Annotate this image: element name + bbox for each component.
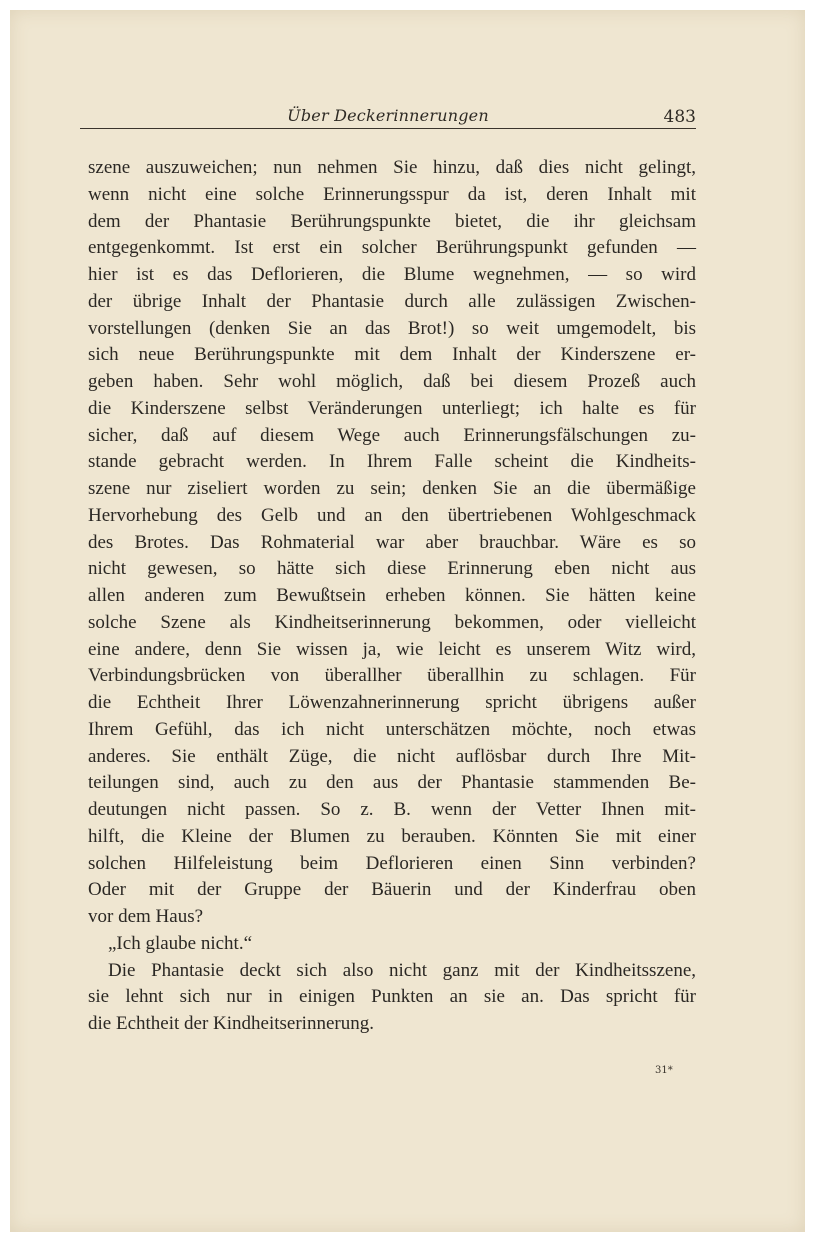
page-number: 483: [663, 107, 696, 127]
body-text: [88, 155, 696, 1038]
text-line: hier ist es das Deflorieren, die Blume wegnehmen, — so wird: [88, 264, 696, 285]
text-line: solche Szene als Kindheitserinnerung bekommen, oder vielleicht: [88, 611, 696, 633]
text-line: anderes. Sie enthält Züge, die nicht auflösbar durch Ihre Mit-: [88, 745, 696, 767]
text-line: szene nur ziseliert worden zu sein; denken Sie an die übermäßige: [88, 478, 696, 499]
text-line: Oder mit der Gruppe der Bäuerin und der Kinderfrau oben: [88, 879, 696, 901]
text-line: die Echtheit Ihrer Löwenzahnerinnerung spricht übrigens außer: [88, 692, 696, 713]
text-line: deutungen nicht passen. So z. B. wenn der Vetter Ihnen mit-: [88, 799, 696, 820]
text-line: vor dem Haus?: [88, 906, 204, 927]
text-line: sicher, daß auf diesem Wege auch Erinnerungsfälschungen zu-: [88, 424, 696, 446]
text-line: teilungen sind, auch zu den aus der Phantasie stammenden Be-: [88, 772, 696, 794]
text-line: entgegenkommt. Ist erst ein solcher Berührungspunkt gefunden —: [88, 237, 696, 259]
text-line: szene auszuweichen; nun nehmen Sie hinzu, daß dies nicht gelingt,: [88, 157, 696, 178]
text-line: eine andere, denn Sie wissen ja, wie leicht es unserem Witz wird,: [88, 638, 696, 660]
text-line: hilft, die Kleine der Blumen zu berauben. Könnten Sie mit einer: [88, 825, 696, 847]
running-head: [80, 106, 696, 132]
text-line: die Echtheit der Kindheitserinnerung.: [88, 1013, 374, 1034]
text-line: die Kinderszene selbst Veränderungen unterliegt; ich halte es für: [88, 397, 696, 419]
signature-mark: 31*: [655, 1065, 673, 1076]
text-line: des Brotes. Das Rohmaterial war aber brauchbar. Wäre es so: [88, 531, 696, 553]
running-title: Über Deckerinnerungen: [287, 106, 489, 125]
text-line: Ihrem Gefühl, das ich nicht unterschätzen möchte, noch etwas: [88, 718, 696, 740]
header-rule: [80, 128, 696, 129]
text-line: Verbindungsbrücken von überallher überallhin zu schlagen. Für: [88, 665, 696, 687]
book-page: [10, 10, 805, 1232]
text-line: vorstellungen (denken Sie an das Brot!) so weit umgemodelt, bis: [88, 317, 696, 339]
text-line: nicht gewesen, so hätte sich diese Erinnerung eben nicht aus: [88, 558, 696, 580]
text-line: Die Phantasie deckt sich also nicht ganz mit der Kindheitsszene,: [108, 959, 696, 981]
text-line: der übrige Inhalt der Phantasie durch alle zulässigen Zwischen-: [88, 290, 696, 312]
text-line: Hervorhebung des Gelb und an den übertriebenen Wohlgeschmack: [88, 504, 696, 526]
text-line: sich neue Berührungspunkte mit dem Inhalt der Kinderszene er-: [88, 344, 696, 366]
text-line: sie lehnt sich nur in einigen Punkten an sie an. Das spricht für: [88, 986, 696, 1008]
text-line: allen anderen zum Bewußtsein erheben können. Sie hätten keine: [88, 585, 696, 606]
text-line: dem der Phantasie Berührungspunkte bietet, die ihr gleichsam: [88, 210, 696, 232]
text-line: solchen Hilfeleistung beim Deflorieren einen Sinn verbinden?: [88, 852, 696, 874]
text-line: stande gebracht werden. In Ihrem Falle scheint die Kindheits-: [88, 451, 696, 473]
text-line: „Ich glaube nicht.“: [108, 932, 253, 954]
text-line: geben haben. Sehr wohl möglich, daß bei diesem Prozeß auch: [88, 371, 696, 392]
text-line: wenn nicht eine solche Erinnerungsspur da ist, deren Inhalt mit: [88, 183, 696, 205]
